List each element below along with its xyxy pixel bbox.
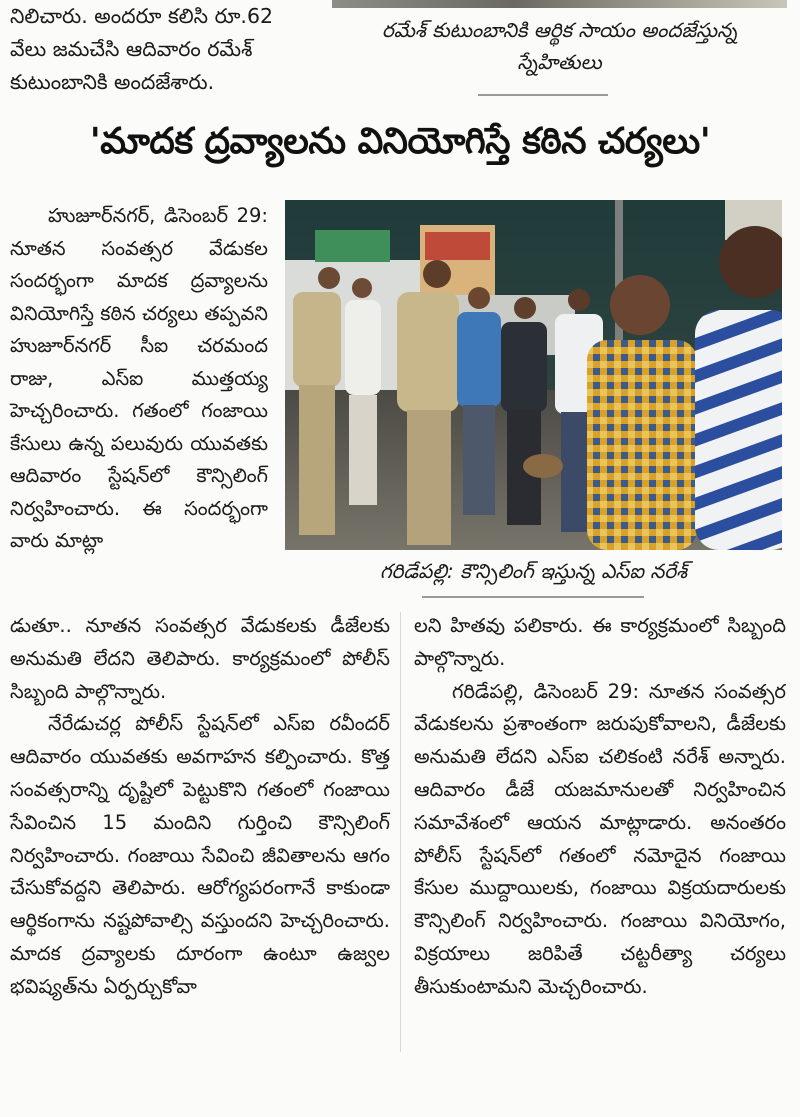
previous-story-ending: [10, 0, 325, 99]
right-column: [414, 610, 786, 1004]
intro-paragraph: [10, 200, 268, 558]
paragraph-text: గరిడేపల్లి, డిసెంబర్ 29: నూతన సంవత్సర వేడుకలను ప్రశాంతంగా జరుపుకోవాలని, డీజేలకు అనుమతి లేదని ఎస్ఐ చలికంటి నరేశ్ అన్నారు. ఆదివారం డీజే యజమానులతో నిర్వహించిన సమావేశంలో ఆయన మాట్లాడారు. అనంతరం పోలీస్ స్టేషన్‌లో గతంలో నమోదైన గంజాయి కేసుల ముద్దాయిలకు, గంజాయి విక్రయదారులకు కౌన్సిలింగ్ నిర్వహించారు. గంజాయి వినియోగం, విక్రయాలు జరిపితే చట్టరీత్యా చర్యలు తీసుకుంటామని మెచ్చరించారు.: [414, 679, 786, 998]
previous-story-line: కుటుంబానికి అందజేశారు.: [10, 70, 215, 94]
previous-story-line: వేలు జమచేసి ఆదివారం రమేశ్: [10, 37, 253, 61]
article-headline: 'మాదక ద్రవ్యాలను వినియోగిస్తే కఠిన చర్యలు': [89, 121, 711, 162]
paragraph-continuation: లని హితవు పలికారు. ఈ కార్యక్రమంలో సిబ్బంది పాల్గొన్నారు.: [414, 614, 786, 670]
caption-line: స్నేహితులు: [517, 50, 602, 74]
previous-story-line: నిలిచారు. అందరూ కలిసి రూ.62: [10, 4, 274, 28]
left-column: [10, 610, 390, 1004]
column-divider: [400, 612, 401, 1052]
intro-column: [10, 200, 268, 558]
intro-text: హుజూర్‌నగర్, డిసెంబర్ 29: నూతన సంవత్సర వేడుకల సందర్భంగా మాదక ద్రవ్యాలను వినియోగిస్తే కఠిన చర్యలు తప్పవని హుజూర్‌నగర్ సీఐ చరమంద రాజు, ఎస్ఐ ముత్తయ్య హెచ్చరించారు. గతంలో గంజాయి కేసులు ఉన్న పలువురు యువతకు ఆదివారం స్టేషన్‌లో కౌన్సిలింగ్ నిర్వహించారు. ఈ సందర్భంగా వారు మాట్లా: [10, 204, 268, 552]
previous-story-photo: [332, 0, 787, 8]
caption-divider: [422, 596, 644, 598]
paragraph-continuation: డుతూ.. నూతన సంవత్సర వేడుకలకు డీజేలకు అనుమతి లేదని తెలిపారు. కార్యక్రమంలో పోలీస్ సిబ్బంది పాల్గొన్నారు.: [10, 614, 390, 703]
paragraph-text: నేరేడుచర్ల పోలీస్ స్టేషన్‌లో ఎస్ఐ రవీందర్ ఆదివారం యువతకు అవగాహన కల్పించారు. కొత్త సంవత్సరాన్ని దృష్టిలో పెట్టుకొని గతంలో గంజాయి సేవించిన 15 మందిని గుర్తించి కౌన్సిలింగ్ నిర్వహించారు. గంజాయి సేవించి జీవితాలను ఆగం చేసుకోవద్దని తెలిపారు. ఆరోగ్యపరంగానే కాకుండా ఆర్థికంగాను నష్టపోవాల్సి వస్తుందని హెచ్చరించారు. మాదక ద్రవ్యాలకు దూరంగా ఉంటూ ఉజ్వల భవిష్యత్‌ను ఏర్పర్చుకోవా: [10, 712, 390, 998]
previous-story-photo-caption: [332, 14, 787, 78]
photo-caption: గరిడేపల్లి: కౌన్సిలింగ్ ఇస్తున్న ఎస్ఐ నరేశ్: [379, 559, 688, 583]
paragraph: [10, 708, 390, 1003]
paragraph: [414, 676, 786, 1004]
counselling-photo: [285, 200, 782, 550]
caption-divider: [478, 94, 608, 96]
caption-line: రమేశ్ కుటుంబానికి ఆర్థిక సాయం అందజేస్తున్న: [381, 18, 738, 42]
